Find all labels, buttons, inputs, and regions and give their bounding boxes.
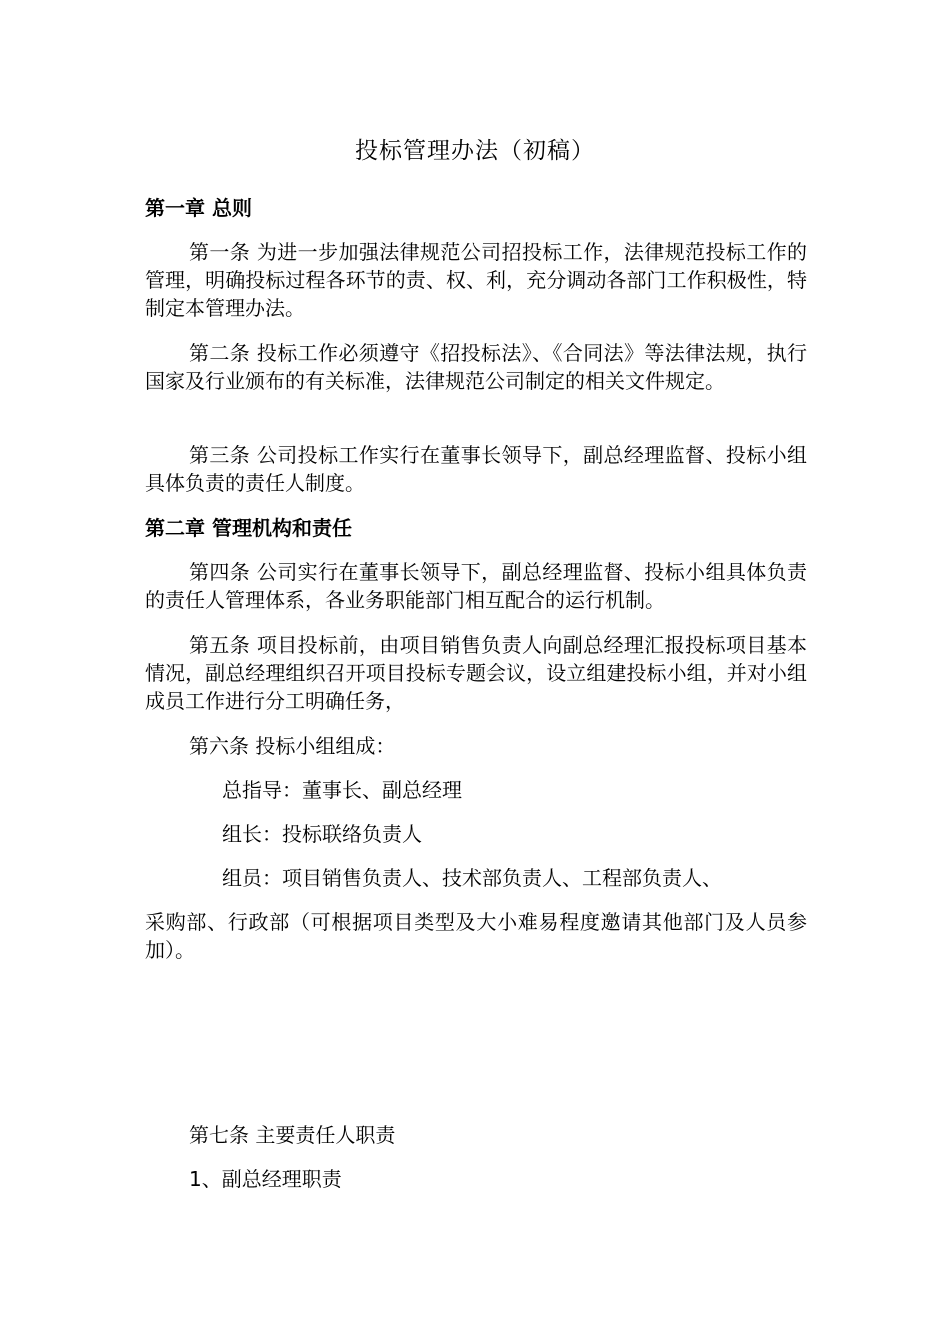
chapter-2-heading: 第二章 管理机构和责任 <box>145 516 352 540</box>
team-leader: 组长：投标联络负责人 <box>222 822 422 846</box>
document-title: 投标管理办法（初稿） <box>355 138 595 164</box>
article-5: 第五条 项目投标前，由项目销售负责人向副总经理汇报投标项目基本情况，副总经理组织召开项目投标专题会议，设立组建投标小组，并对小组成员工作进行分工明确任务， <box>145 633 807 713</box>
team-members-line-2: 采购部、行政部（可根据项目类型及大小难易程度邀请其他部门及人员参加）。 <box>145 910 807 962</box>
team-members-line-1: 组员：项目销售负责人、技术部负责人、工程部负责人、 <box>222 866 722 890</box>
article-6: 第六条 投标小组组成： <box>189 734 396 758</box>
chapter-1-heading: 第一章 总则 <box>145 196 252 220</box>
team-director: 总指导：董事长、副总经理 <box>222 778 462 802</box>
article-3: 第三条 公司投标工作实行在董事长领导下，副总经理监督、投标小组具体负责的责任人制度。 <box>145 443 807 495</box>
article-7: 第七条 主要责任人职责 <box>189 1123 396 1147</box>
article-2: 第二条 投标工作必须遵守《招投标法》、《合同法》等法律法规，执行国家及行业颁布的有关标准，法律规范公司制定的相关文件规定。 <box>145 341 807 393</box>
item-1-heading: 1、副总经理职责 <box>189 1167 342 1191</box>
article-1: 第一条 为进一步加强法律规范公司招投标工作，法律规范投标工作的管理，明确投标过程各环节的责、权、利，充分调动各部门工作积极性，特制定本管理办法。 <box>145 240 807 320</box>
article-4: 第四条 公司实行在董事长领导下，副总经理监督、投标小组具体负责的责任人管理体系，各业务职能部门相互配合的运行机制。 <box>145 560 807 612</box>
